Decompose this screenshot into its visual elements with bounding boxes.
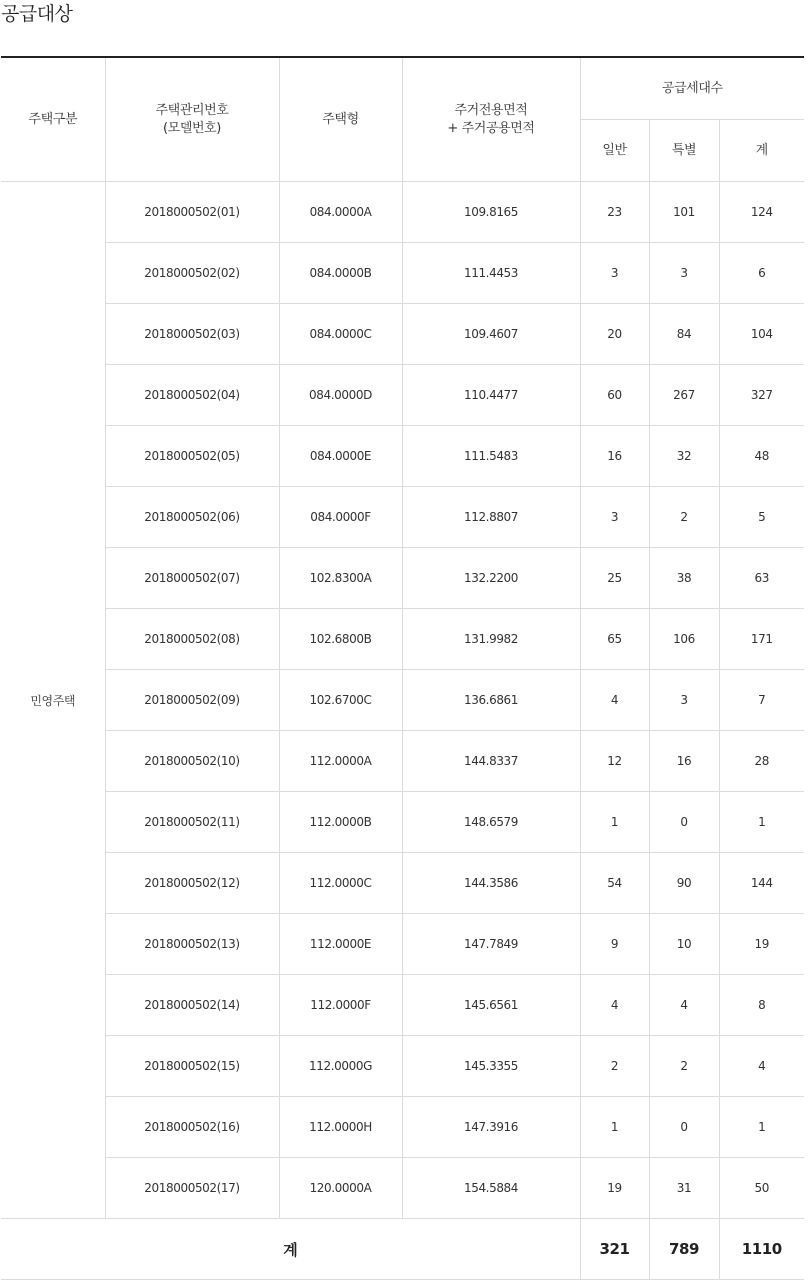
total-count-cell: 171 (719, 609, 804, 670)
management-number-cell: 2018000502(06) (105, 487, 279, 548)
table-header (1, 57, 804, 182)
total-count-cell: 1 (719, 1097, 804, 1158)
page-title: 공급대상 (1, 3, 73, 25)
header-management-number (105, 57, 279, 182)
table-footer (1, 1219, 804, 1280)
total-count-cell: 4 (719, 1036, 804, 1097)
table-row (1, 304, 804, 365)
header-special: 특별 (649, 120, 719, 182)
house-type-cell: 112.0000C (279, 853, 402, 914)
area-cell: 144.3586 (402, 853, 580, 914)
table-row (1, 487, 804, 548)
table-row (1, 426, 804, 487)
table-row (1, 1158, 804, 1219)
house-type-cell: 112.0000B (279, 792, 402, 853)
area-cell: 154.5884 (402, 1158, 580, 1219)
house-type-cell: 084.0000F (279, 487, 402, 548)
special-count-cell: 84 (649, 304, 719, 365)
special-count-cell: 3 (649, 243, 719, 304)
house-type-cell: 084.0000B (279, 243, 402, 304)
area-cell: 111.5483 (402, 426, 580, 487)
special-count-cell: 3 (649, 670, 719, 731)
general-count-cell: 60 (580, 365, 649, 426)
house-type-cell: 120.0000A (279, 1158, 402, 1219)
general-count-cell: 12 (580, 731, 649, 792)
general-count-cell: 16 (580, 426, 649, 487)
area-cell: 109.4607 (402, 304, 580, 365)
special-count-cell: 0 (649, 1097, 719, 1158)
header-management-number-line1: 주택관리번호 (155, 102, 229, 118)
total-count-cell: 327 (719, 365, 804, 426)
general-count-cell: 3 (580, 487, 649, 548)
management-number-cell: 2018000502(13) (105, 914, 279, 975)
house-category-cell: 민영주택 (1, 182, 105, 1219)
general-count-cell: 1 (580, 1097, 649, 1158)
table-row (1, 853, 804, 914)
special-count-cell: 16 (649, 731, 719, 792)
table-row (1, 548, 804, 609)
supply-table (1, 56, 804, 1280)
general-count-cell: 20 (580, 304, 649, 365)
table-row (1, 731, 804, 792)
special-count-cell: 10 (649, 914, 719, 975)
general-count-cell: 4 (580, 975, 649, 1036)
special-count-cell: 2 (649, 1036, 719, 1097)
table-row (1, 1036, 804, 1097)
area-cell: 147.3916 (402, 1097, 580, 1158)
table-row (1, 182, 804, 243)
table-row (1, 914, 804, 975)
management-number-cell: 2018000502(09) (105, 670, 279, 731)
area-cell: 136.6861 (402, 670, 580, 731)
footer-total-sum: 1110 (719, 1219, 804, 1280)
table-row (1, 1097, 804, 1158)
general-count-cell: 19 (580, 1158, 649, 1219)
general-count-cell: 65 (580, 609, 649, 670)
house-type-cell: 112.0000E (279, 914, 402, 975)
header-area-line1: 주거전용면적 (454, 102, 528, 118)
header-management-number-line2: (모델번호) (163, 120, 221, 136)
management-number-cell: 2018000502(05) (105, 426, 279, 487)
total-count-cell: 144 (719, 853, 804, 914)
general-count-cell: 3 (580, 243, 649, 304)
general-count-cell: 9 (580, 914, 649, 975)
area-cell: 145.6561 (402, 975, 580, 1036)
management-number-cell: 2018000502(12) (105, 853, 279, 914)
footer-special-sum: 789 (649, 1219, 719, 1280)
total-count-cell: 7 (719, 670, 804, 731)
area-cell: 144.8337 (402, 731, 580, 792)
general-count-cell: 54 (580, 853, 649, 914)
special-count-cell: 31 (649, 1158, 719, 1219)
house-type-cell: 102.8300A (279, 548, 402, 609)
house-type-cell: 084.0000D (279, 365, 402, 426)
management-number-cell: 2018000502(08) (105, 609, 279, 670)
management-number-cell: 2018000502(10) (105, 731, 279, 792)
table-row (1, 975, 804, 1036)
header-house-category: 주택구분 (1, 57, 105, 182)
special-count-cell: 38 (649, 548, 719, 609)
house-type-cell: 084.0000C (279, 304, 402, 365)
special-count-cell: 2 (649, 487, 719, 548)
area-cell: 110.4477 (402, 365, 580, 426)
table-row (1, 609, 804, 670)
house-type-cell: 112.0000H (279, 1097, 402, 1158)
special-count-cell: 0 (649, 792, 719, 853)
total-count-cell: 104 (719, 304, 804, 365)
general-count-cell: 1 (580, 792, 649, 853)
management-number-cell: 2018000502(04) (105, 365, 279, 426)
management-number-cell: 2018000502(02) (105, 243, 279, 304)
management-number-cell: 2018000502(15) (105, 1036, 279, 1097)
special-count-cell: 267 (649, 365, 719, 426)
total-count-cell: 6 (719, 243, 804, 304)
table-row (1, 243, 804, 304)
table-row (1, 365, 804, 426)
management-number-cell: 2018000502(07) (105, 548, 279, 609)
general-count-cell: 23 (580, 182, 649, 243)
special-count-cell: 101 (649, 182, 719, 243)
header-area-line2: + 주거공용면적 (447, 120, 535, 136)
area-cell: 148.6579 (402, 792, 580, 853)
footer-general-sum: 321 (580, 1219, 649, 1280)
special-count-cell: 4 (649, 975, 719, 1036)
special-count-cell: 90 (649, 853, 719, 914)
general-count-cell: 4 (580, 670, 649, 731)
management-number-cell: 2018000502(03) (105, 304, 279, 365)
general-count-cell: 25 (580, 548, 649, 609)
total-count-cell: 50 (719, 1158, 804, 1219)
table-row (1, 670, 804, 731)
house-type-cell: 102.6800B (279, 609, 402, 670)
management-number-cell: 2018000502(17) (105, 1158, 279, 1219)
management-number-cell: 2018000502(14) (105, 975, 279, 1036)
house-type-cell: 102.6700C (279, 670, 402, 731)
total-count-cell: 28 (719, 731, 804, 792)
area-cell: 111.4453 (402, 243, 580, 304)
special-count-cell: 32 (649, 426, 719, 487)
house-type-cell: 112.0000G (279, 1036, 402, 1097)
house-type-cell: 084.0000E (279, 426, 402, 487)
house-type-cell: 112.0000F (279, 975, 402, 1036)
total-count-cell: 63 (719, 548, 804, 609)
area-cell: 131.9982 (402, 609, 580, 670)
management-number-cell: 2018000502(11) (105, 792, 279, 853)
management-number-cell: 2018000502(16) (105, 1097, 279, 1158)
area-cell: 132.2200 (402, 548, 580, 609)
header-area (402, 57, 580, 182)
house-type-cell: 112.0000A (279, 731, 402, 792)
area-cell: 145.3355 (402, 1036, 580, 1097)
total-count-cell: 1 (719, 792, 804, 853)
header-house-type: 주택형 (279, 57, 402, 182)
header-supply-units: 공급세대수 (580, 57, 804, 120)
area-cell: 112.8807 (402, 487, 580, 548)
special-count-cell: 106 (649, 609, 719, 670)
area-cell: 147.7849 (402, 914, 580, 975)
general-count-cell: 2 (580, 1036, 649, 1097)
table-body (1, 182, 804, 1219)
management-number-cell: 2018000502(01) (105, 182, 279, 243)
total-count-cell: 19 (719, 914, 804, 975)
house-type-cell: 084.0000A (279, 182, 402, 243)
area-cell: 109.8165 (402, 182, 580, 243)
total-count-cell: 48 (719, 426, 804, 487)
total-count-cell: 5 (719, 487, 804, 548)
footer-total-label: 계 (1, 1219, 580, 1280)
header-general: 일반 (580, 120, 649, 182)
total-count-cell: 124 (719, 182, 804, 243)
header-total: 계 (719, 120, 804, 182)
total-row (1, 1219, 804, 1280)
total-count-cell: 8 (719, 975, 804, 1036)
table-row (1, 792, 804, 853)
